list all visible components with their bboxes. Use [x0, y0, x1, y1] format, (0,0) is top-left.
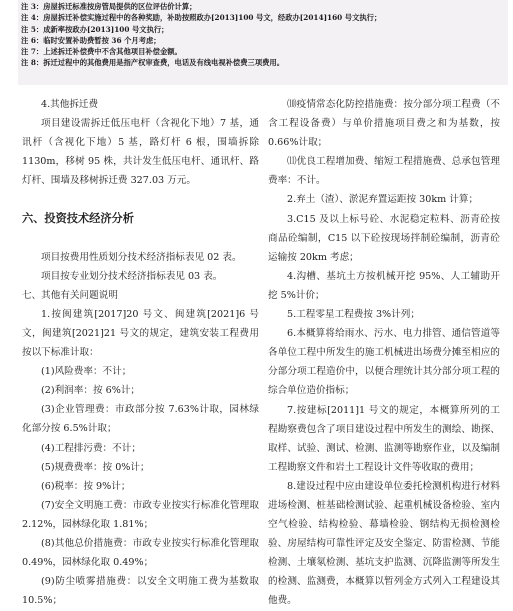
spacer [22, 229, 259, 248]
section-4-title: 4.其他拆迁费 [41, 99, 99, 110]
note-line: 注 7：上述拆迁补偿费中不含其他项目补偿金额。 [21, 47, 182, 57]
list-item: (4)工程排污费：不计； [41, 442, 141, 454]
list-item: (9)防尘喷雾措施费：以安全文明施工费为基数取 10.5%； [22, 576, 259, 607]
paragraph: 2.弃土（渣）、淤泥弃置运距按 30km 计算； [287, 194, 479, 206]
list-item: (5)规费费率：按 0%计； [41, 461, 150, 473]
paragraph: ⑾优良工程增加费、缩短工程措施费、总承包管理费率：不计。 [268, 156, 500, 187]
list-item: (2)利润率：按 6%计； [41, 385, 141, 397]
list-item: (1)风险费率：不计； [41, 366, 132, 378]
list-item: (7)安全文明施工费：市政专业按实行标准化管理取 2.12%，园林绿化取 1.81%； [22, 499, 259, 530]
paragraph: 1.按闽建筑[2017]20 号文、闽建筑[2021]6 号文，闽建筑[2021]21 号文的规定，建筑安装工程费用按以下标准计取： [22, 308, 259, 359]
paragraph: 4.沟槽、基坑土方按机械开挖 95%、人工辅助开挖 5%计价； [268, 270, 500, 301]
paragraph: 项目按专业划分技术经济指标表见 03 表。 [41, 270, 223, 282]
note-line: 注 8：拆迁过程中的其他费用是指产权审查费，电话及有线电视补偿费三项费用。 [21, 58, 285, 68]
note-line: 注 3：房屋拆迁标准按房管局提供的区位评估价计算； [21, 2, 197, 11]
list-item: (8)其他总价措施费：市政专业按实行标准化管理取 0.49%，园林绿化取 0.49%； [22, 537, 259, 569]
paragraph: 8.建设过程中应由建设单位委托检测机构进行材料进场检测、桩基础检测试验、起重机械设备检验、室内空气检验、结构检验、幕墙检验、钢结构无损检测检验、房屋结构可靠性评定及安全鉴定、防雷检测、节能检测、土壤氡检测、基坑支护监测、沉降监测等所发生的检测、监测费，本概算以暂列金方式列入工程建设其他费。 [268, 480, 500, 607]
section-4-body: 项目建设需拆迁低压电杆（含视化下地）7 基，通讯杆（含视化下地）5 基，路灯杆 6 根，围墙拆除 1130m，移树 95 株，共计发生低压电杆、通讯杆、路灯杆、围墙及移树拆迁费 327.03 万元。 [22, 118, 259, 187]
paragraph: 6.本概算将给雨水、污水、电力排管、通信管道等各单位工程中所发生的施工机械进出场费分摊至相应的分部分项工程造价中，以便合理统计其分部分项工程的综合单位造价指标； [268, 328, 500, 397]
right-column [268, 95, 500, 611]
list-item: (3)企业管理费：市政部分按 7.63%计取，园林绿化部分按 6.5%计取； [22, 404, 259, 435]
paragraph: 项目按费用性质划分技术经济指标表见 02 表。 [41, 251, 242, 263]
paragraph: 5.工程零星工程费按 3%计列； [287, 309, 420, 321]
spacer [22, 190, 259, 209]
paragraph: 3.C15 及以上标号砼、水泥稳定粒料、沥青砼按商品砼编制，C15 以下砼按现场拌制砼编制，沥青砼运输按 20km 考虑； [268, 213, 500, 263]
section-7-heading: 七、其他有关问题说明 [22, 289, 118, 301]
notes-box [18, 0, 508, 85]
section-6-heading: 六、投资技术经济分析 [22, 212, 134, 226]
paragraph: ⑽疫情常态化防控措施费：按分部分项工程费（不含工程设备费）与单价措施项目费之和为基数，按 0.66%计取； [268, 99, 500, 149]
note-line: 注 5：成新率按政办[2013]100 号文执行； [21, 24, 169, 34]
paragraph: 7.按建标[2011]1 号文的规定，本概算所列的工程勘察费包含了项目建设过程中所发生的测绘、勘探、取样、试验、测试、检测、监测等勘察作业，以及编制工程勘察文件和岩土工程设计文件等收取的费用； [268, 404, 500, 473]
note-line: 注 4：房屋拆迁补偿实施过程中的各种奖励，补助按照政办[2013]100 号文，经政办[2014]160 号文执行； [21, 13, 382, 23]
note-line: 注 6：临时安置补助费暂按 36 个月考虑； [21, 35, 161, 45]
left-column [22, 95, 259, 610]
list-item: (6)税率：按 9%计； [41, 480, 131, 492]
